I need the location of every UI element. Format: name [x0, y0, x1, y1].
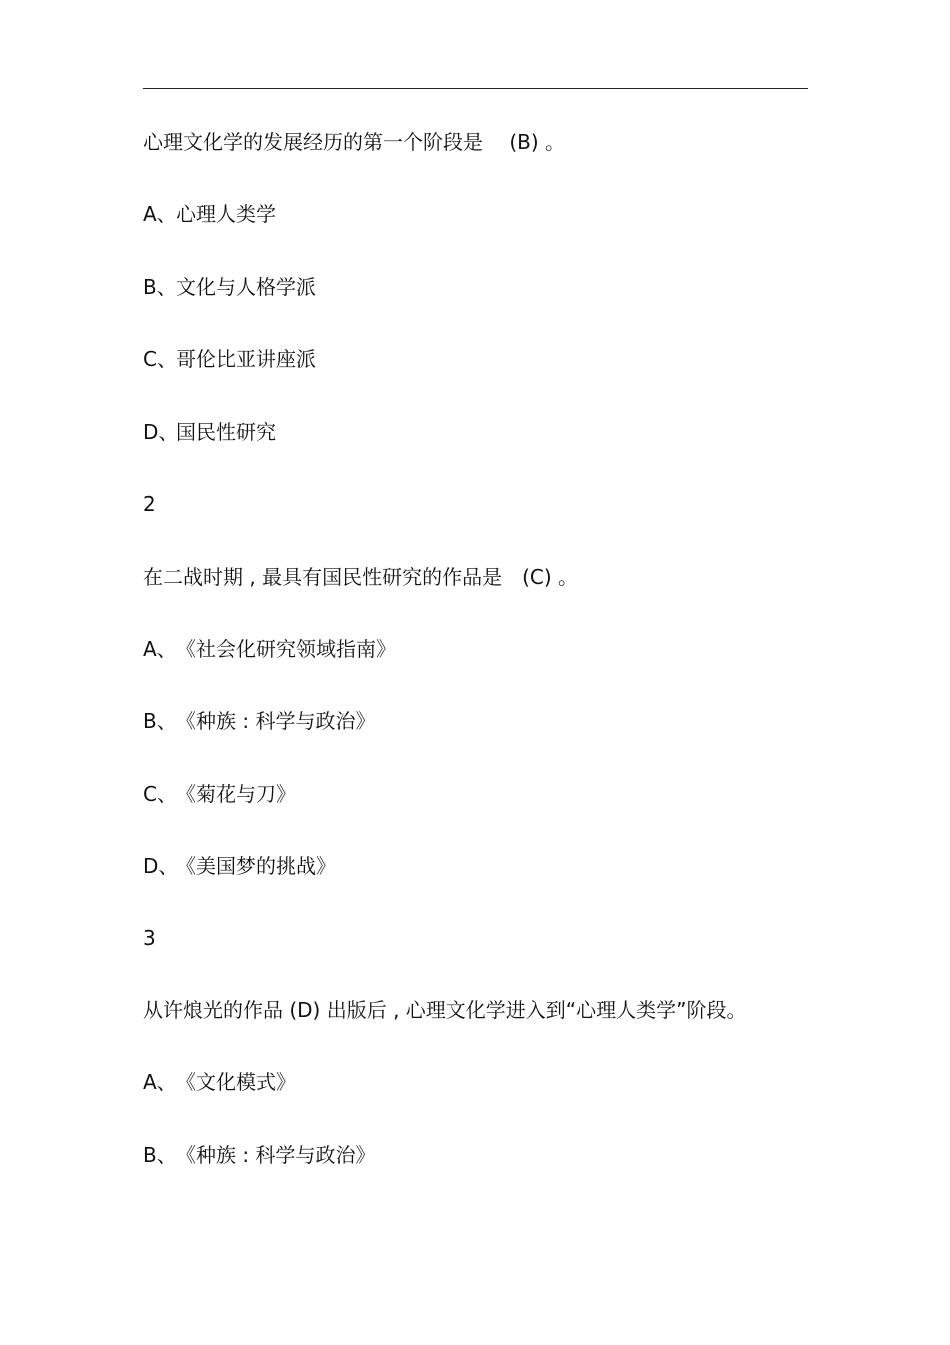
- option-letter: B、: [143, 709, 177, 733]
- option-text: 《美国梦的挑战》: [176, 854, 336, 878]
- question-2-number: 2: [143, 492, 156, 516]
- option-text: 《种族 : 科学与政治》: [176, 1143, 376, 1167]
- option-letter: A、: [143, 637, 177, 661]
- option-text: 《种族 : 科学与政治》: [176, 709, 376, 733]
- question-2-option-d: [143, 854, 336, 878]
- option-text: 《文化模式》: [176, 1070, 296, 1094]
- question-2-option-b: [143, 709, 375, 733]
- option-text: 心理人类学: [176, 202, 276, 226]
- option-text: 《社会化研究领域指南》: [176, 637, 396, 661]
- option-letter: D、: [143, 420, 179, 444]
- option-letter: B、: [143, 275, 177, 299]
- option-text: 文化与人格学派: [176, 275, 316, 299]
- question-1-stem: 心理文化学的发展经历的第一个阶段是 (B) 。: [143, 130, 566, 154]
- question-1-option-d: [143, 420, 276, 444]
- question-2-option-c: [143, 782, 296, 806]
- option-letter: A、: [143, 1070, 177, 1094]
- question-1-option-a: [143, 202, 276, 226]
- question-3-number: 3: [143, 926, 156, 950]
- option-text: 《菊花与刀》: [176, 782, 296, 806]
- option-letter: B、: [143, 1143, 177, 1167]
- question-1-option-b: [143, 275, 316, 299]
- question-1-option-c: [143, 347, 316, 371]
- question-3-option-b: [143, 1143, 375, 1167]
- question-2-stem: 在二战时期 , 最具有国民性研究的作品是 (C) 。: [143, 565, 578, 589]
- question-3-option-a: [143, 1070, 296, 1094]
- option-letter: D、: [143, 854, 179, 878]
- question-2-option-a: [143, 637, 396, 661]
- option-letter: C、: [143, 347, 177, 371]
- option-text: 国民性研究: [176, 420, 276, 444]
- question-3-stem: 从许烺光的作品 (D) 出版后 , 心理文化学进入到“心理人类学”阶段。: [143, 998, 747, 1022]
- header-rule: [143, 88, 808, 89]
- option-text: 哥伦比亚讲座派: [176, 347, 316, 371]
- option-letter: C、: [143, 782, 177, 806]
- option-letter: A、: [143, 202, 177, 226]
